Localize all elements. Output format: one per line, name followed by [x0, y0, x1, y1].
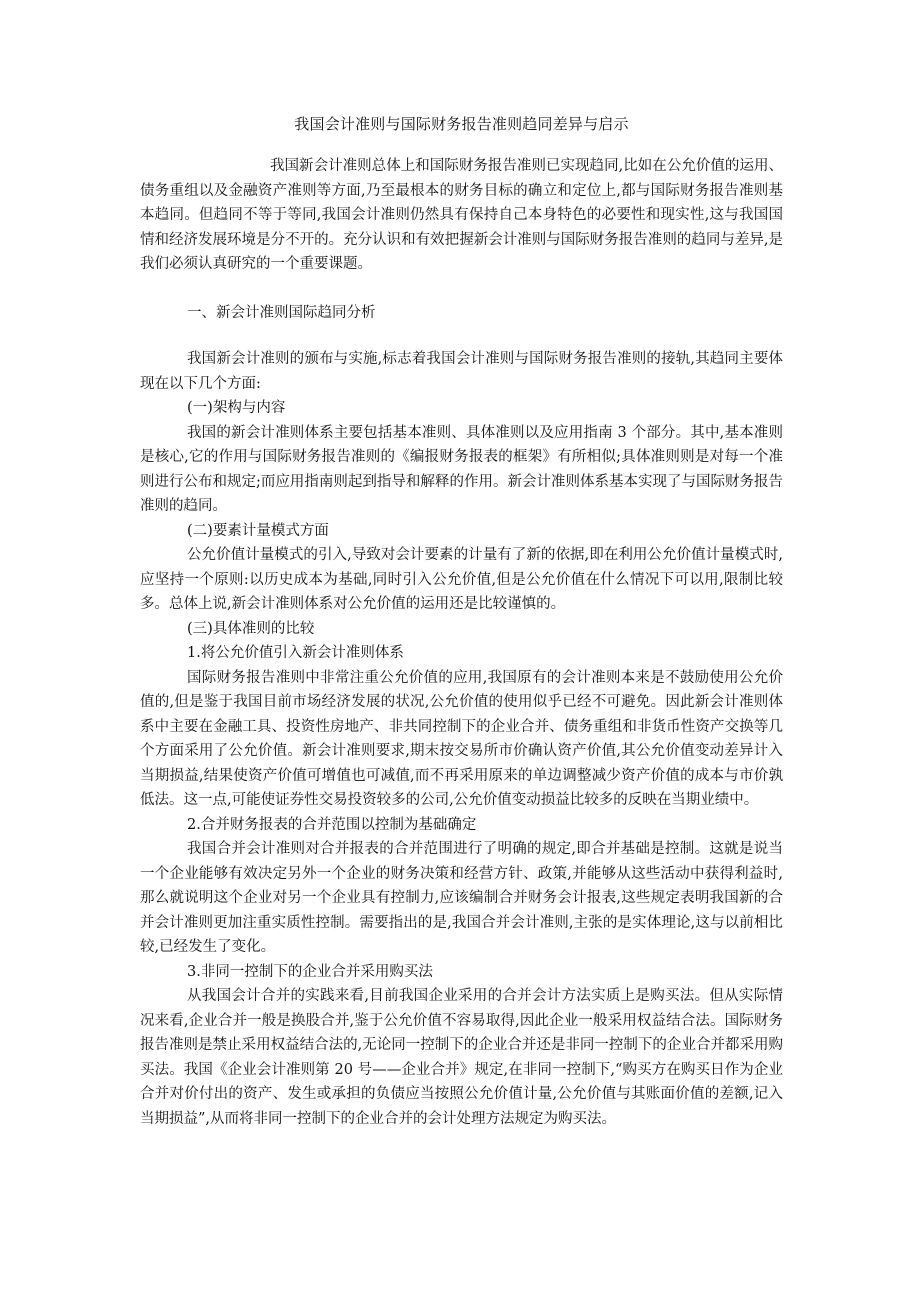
sub2-heading: (二)要素计量模式方面 [187, 522, 329, 539]
item3-heading: 3.非同一控制下的企业合并采用购买法 [187, 963, 433, 980]
intro-paragraph: 我国新会计准则总体上和国际财务报告准则已实现趋同,比如在公允价值的运用、债务重组以及金融资产准则等方面,乃至最根本的财务目标的确立和定位上,都与国际财务报告准则基本趋同。但趋同不等于等同,我国会计准则仍然具有保持自己本身特色的必要性和现实性,这与我国国情和经济发展环境是分不开的。充分认识和有效把握新会计准则与国际财务报告准则的趋同与差异,是我们必须认真研究的一个重要课题。 [140, 158, 783, 272]
sub1-heading: (一)架构与内容 [187, 400, 286, 416]
item1-heading: 1.将公允价值引入新会计准则体系 [187, 645, 404, 661]
item1-paragraph: 国际财务报告准则中非常注重公允价值的应用,我国原有的会计准则本来是不鼓励使用公允价值的,但是鉴于我国目前市场经济发展的状况,公允价值的使用似乎已经不可避免。因此新会计准则体系中主要在金融工具、投资性房地产、非共同控制下的企业合并、债务重组和非货币性资产交换等几个方面采用了公允价值。新会计准则要求,期末按交易所市价确认资产价值,其公允价值变动差异计入当期损益,结果使资产价值可增值也可减值,而不再采用原来的单边调整减少资产价值的成本与市价孰低法。这一点,可能使证券性交易投资较多的公司,公允价值变动损益比较多的反映在当期业绩中。 [140, 669, 783, 808]
sub3-heading: (三)具体准则的比较 [187, 620, 315, 637]
item2-paragraph: 我国合并会计准则对合并报表的合并范围进行了明确的规定,即合并基础是控制。这就是说当一个企业能够有效决定另外一个企业的财务决策和经营方针、政策,并能够从这些活动中获得利益时,那么就说明这个企业对另一个企业具有控制力,应该编制合并财务会计报表,这些规定表明我国新的合并会计准则更加注重实质性控制。需要指出的是,我国合并会计准则,主张的是实体理论,这与以前相比较,已经发生了变化。 [140, 841, 783, 955]
section1-intro-paragraph: 我国新会计准则的颁布与实施,标志着我国会计准则与国际财务报告准则的接轨,其趋同主要体现在以下几个方面: [140, 351, 783, 392]
section1-heading: 一、新会计准则国际趋同分析 [187, 304, 376, 321]
sub2-paragraph: 公允价值计量模式的引入,导致对会计要素的计量有了新的依据,即在利用公允价值计量模式时,应坚持一个原则:以历史成本为基础,同时引入公允价值,但是公允价值在什么情况下可以用,限制比较多。总体上说,新会计准则体系对公允价值的运用还是比较谨慎的。 [140, 547, 783, 612]
spacer [140, 325, 783, 347]
document-page [140, 112, 783, 1131]
item2-heading: 2.合并财务报表的合并范围以控制为基础确定 [187, 816, 477, 833]
spacer [140, 277, 783, 301]
item3-paragraph: 从我国会计合并的实践来看,目前我国企业采用的合并会计方法实质上是购买法。但从实际情况来看,企业合并一般是换股合并,鉴于公允价值不容易取得,因此企业一般采用权益结合法。国际财务报告准则是禁止采用权益结合法的,无论同一控制下的企业合并还是非同一控制下的企业合并都采用购买法。我国《企业会计准则第 20 号——企业合并》规定,在非同一控制下,“购买方在购买日作为企业合并对价付出的资产、发生或承担的负债应当按照公允价值计量,公允价值与其账面价值的差额,记入当期损益”,从而将非同一控制下的企业合并的会计处理方法规定为购买法。 [140, 988, 783, 1127]
document-title: 我国会计准则与国际财务报告准则趋同差异与启示 [294, 115, 629, 133]
sub1-paragraph: 我国的新会计准则体系主要包括基本准则、具体准则以及应用指南 3 个部分。其中,基本准则是核心,它的作用与国际财务报告准则的《编报财务报表的框架》有所相似;具体准则则是对每一个准则进行公布和规定;而应用指南则起到指导和解释的作用。新会计准则体系基本实现了与国际财务报告准则的趋同。 [140, 424, 783, 514]
